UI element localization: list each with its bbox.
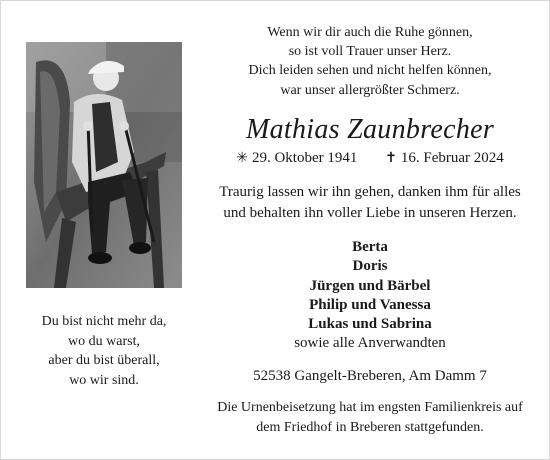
left-poem-line: aber du bist überall, — [48, 353, 160, 368]
burial-line: dem Friedhof in Breberen stattgefunden. — [256, 419, 484, 435]
left-poem — [26, 312, 182, 390]
burial-line: Die Urnenbeisetzung hat im engsten Familienkreis auf — [217, 400, 523, 415]
top-poem — [200, 23, 540, 100]
top-poem-line: Dich leiden sehen und nicht helfen können, — [248, 63, 492, 79]
birth-star-icon: ✳ — [236, 151, 248, 166]
left-poem-line: wo du warst, — [68, 333, 140, 349]
family-member: Berta — [352, 239, 388, 255]
deceased-name: Mathias Zaunbrecher — [245, 114, 495, 145]
farewell-line: Traurig lassen wir ihn gehen, danken ihm für alles — [219, 184, 521, 200]
farewell-text — [200, 182, 540, 224]
birth-date: 29. Oktober 1941 — [251, 150, 358, 166]
left-poem-line: wo wir sind. — [69, 372, 139, 388]
family-member: Philip und Vanessa — [309, 296, 431, 313]
top-poem-line: Wenn wir dir auch die Ruhe gönnen, — [267, 25, 473, 40]
address: 52538 Gangelt-Breberen, Am Damm 7 — [253, 368, 487, 384]
death-date: 16. Februar 2024 — [400, 150, 504, 166]
death-date-group — [385, 150, 504, 166]
family-member: Jürgen und Bärbel — [309, 277, 431, 294]
portrait-photo — [26, 42, 182, 288]
life-dates — [200, 148, 540, 169]
family-member: Doris — [352, 258, 388, 275]
farewell-line: und behalten ihn voller Liebe in unseren Herzen. — [223, 205, 517, 221]
burial-note — [200, 398, 540, 437]
family-list — [200, 238, 540, 354]
portrait-photo-image — [26, 42, 182, 288]
top-poem-line: so ist voll Trauer unser Herz. — [288, 44, 452, 60]
family-member: Lukas und Sabrina — [308, 316, 432, 333]
birth-date-group — [236, 150, 361, 166]
relatives-note: sowie alle Anverwandten — [294, 335, 446, 352]
death-cross-icon: ✝ — [385, 151, 397, 166]
top-poem-line: war unser allergrößter Schmerz. — [280, 82, 460, 98]
left-poem-line: Du bist nicht mehr da, — [41, 314, 167, 329]
